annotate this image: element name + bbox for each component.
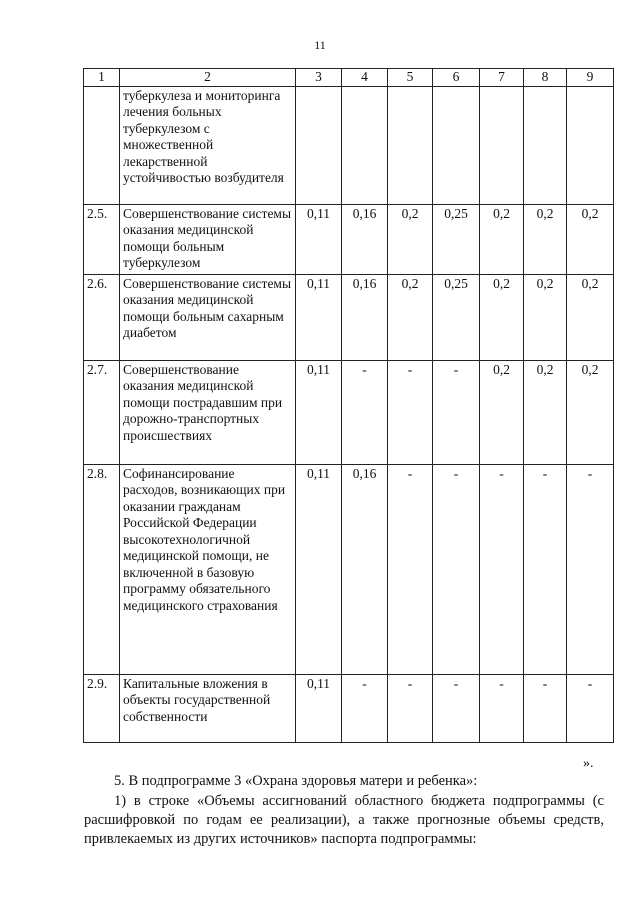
value-cell: - (524, 674, 567, 742)
column-header: 6 (433, 69, 480, 87)
value-cell: 0,2 (524, 274, 567, 360)
value-cell: 0,11 (296, 464, 342, 674)
value-cell (433, 86, 480, 204)
value-cell: 0,25 (433, 274, 480, 360)
value-cell: - (433, 674, 480, 742)
row-number: 2.7. (84, 360, 120, 464)
column-header: 8 (524, 69, 567, 87)
value-cell: - (433, 360, 480, 464)
value-cell: 0,25 (433, 204, 480, 274)
table-row (84, 360, 614, 464)
value-cell: - (342, 360, 388, 464)
row-number: 2.6. (84, 274, 120, 360)
value-cell: 0,2 (388, 204, 433, 274)
section-heading-paragraph: 5. В подпрограмме 3 «Охрана здоровья матери и ребенка»: (114, 773, 478, 789)
body-paragraph: 1) в строке «Объемы ассигнований областного бюджета подпрограммы (с расшифровкой по годам ее реализации), а также прогнозные объемы средств, привлекаемых из других источников» паспорта подпрограммы: (84, 793, 604, 847)
value-cell: 0,2 (480, 274, 524, 360)
row-name: Капитальные вложения в объекты государственной собственности (120, 674, 296, 742)
value-cell: - (480, 674, 524, 742)
value-cell: - (480, 464, 524, 674)
table-row (84, 274, 614, 360)
value-cell: 0,16 (342, 274, 388, 360)
value-cell: - (567, 674, 614, 742)
page-number: 11 (314, 38, 326, 52)
value-cell: 0,2 (524, 204, 567, 274)
value-cell (480, 86, 524, 204)
value-cell: - (342, 674, 388, 742)
table-row (84, 674, 614, 742)
value-cell: - (433, 464, 480, 674)
row-name: Софинансирование расходов, возникающих при оказании гражданам Российской Федерации высокотехнологичной медицинской помощи, не включенной в базовую программу обязательного медицинского страхования (120, 464, 296, 674)
row-number: 2.8. (84, 464, 120, 674)
column-header: 9 (567, 69, 614, 87)
table-header-row (84, 69, 614, 87)
column-header: 4 (342, 69, 388, 87)
value-cell (342, 86, 388, 204)
value-cell: 0,2 (480, 204, 524, 274)
value-cell: 0,11 (296, 274, 342, 360)
row-name: Совершенствование оказания медицинской помощи пострадавшим при дорожно-транспортных происшествиях (120, 360, 296, 464)
value-cell: 0,2 (567, 204, 614, 274)
column-header: 5 (388, 69, 433, 87)
closing-quote: ». (583, 756, 594, 771)
table-row (84, 204, 614, 274)
value-cell (524, 86, 567, 204)
row-number: 2.5. (84, 204, 120, 274)
table-row (84, 86, 614, 204)
column-header: 3 (296, 69, 342, 87)
value-cell: - (567, 464, 614, 674)
value-cell: - (388, 360, 433, 464)
value-cell: 0,11 (296, 674, 342, 742)
value-cell: - (388, 464, 433, 674)
value-cell: 0,2 (524, 360, 567, 464)
value-cell: 0,2 (480, 360, 524, 464)
row-name: туберкулеза и мониторинга лечения больных туберкулезом с множественной лекарственной устойчивостью возбудителя (120, 86, 296, 204)
column-header: 2 (120, 69, 296, 87)
value-cell: 0,16 (342, 464, 388, 674)
value-cell (296, 86, 342, 204)
value-cell: 0,16 (342, 204, 388, 274)
value-cell: 0,2 (567, 274, 614, 360)
column-header: 7 (480, 69, 524, 87)
value-cell: 0,2 (388, 274, 433, 360)
value-cell: 0,11 (296, 360, 342, 464)
budget-table (83, 68, 614, 743)
value-cell: - (388, 674, 433, 742)
value-cell (567, 86, 614, 204)
row-number (84, 86, 120, 204)
value-cell: 0,11 (296, 204, 342, 274)
table-row (84, 464, 614, 674)
value-cell (388, 86, 433, 204)
row-name: Совершенствование системы оказания медицинской помощи больным сахарным диабетом (120, 274, 296, 360)
column-header: 1 (84, 69, 120, 87)
row-name: Совершенствование системы оказания медицинской помощи больным туберкулезом (120, 204, 296, 274)
value-cell: - (524, 464, 567, 674)
value-cell: 0,2 (567, 360, 614, 464)
row-number: 2.9. (84, 674, 120, 742)
